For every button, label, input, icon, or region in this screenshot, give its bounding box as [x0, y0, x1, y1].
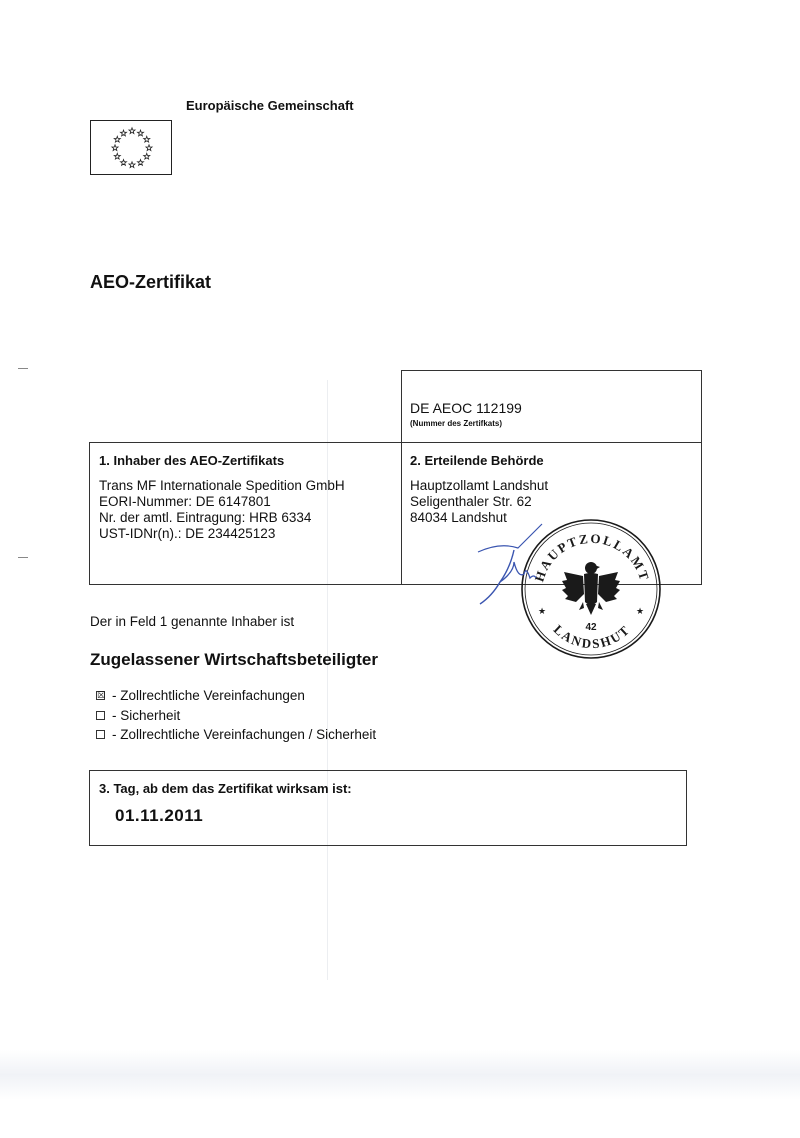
vat-number: UST-IDNr(n).: DE 234425123 — [99, 526, 276, 541]
eu-star-icon — [114, 136, 120, 142]
eu-star-icon — [120, 160, 126, 166]
community-heading: Europäische Gemeinschaft — [186, 98, 354, 113]
seal-number: 42 — [585, 622, 597, 633]
option-label: - Zollrechtliche Vereinfachungen — [112, 688, 305, 703]
document-title: AEO-Zertifikat — [90, 272, 212, 292]
checked-box-icon: ☒ — [97, 690, 106, 700]
star-icon: ★ — [538, 606, 547, 616]
eu-star-icon — [146, 145, 152, 151]
option-label: - Sicherheit — [112, 708, 181, 723]
option-customs-simplifications — [96, 688, 305, 703]
option-security — [96, 708, 180, 723]
effective-date: 01.11.2011 — [115, 806, 204, 825]
status-title: Zugelassener Wirtschaftsbeteiligter — [90, 650, 378, 669]
eori-number: EORI-Nummer: DE 6147801 — [99, 494, 271, 509]
authority-street: Seligenthaler Str. 62 — [410, 494, 532, 509]
punch-mark — [18, 368, 28, 369]
authority-city: 84034 Landshut — [410, 510, 507, 525]
seal-text-top: HAUPTZOLLAMT — [531, 530, 653, 584]
seal-text-bottom: LANDSHUT — [550, 621, 634, 652]
certificate-number: DE AEOC 112199 — [410, 400, 522, 416]
eu-star-icon — [120, 130, 126, 136]
eu-star-icon — [144, 136, 150, 142]
option-simplifications-security — [96, 727, 376, 742]
certificate-number-caption: (Nummer des Zertifkats) — [410, 419, 503, 428]
star-icon: ★ — [636, 606, 645, 616]
field1-heading: 1. Inhaber des AEO-Zertifikats — [99, 453, 285, 468]
holder-intro-line: Der in Feld 1 genannte Inhaber ist — [90, 614, 295, 629]
federal-eagle-seal-icon — [562, 562, 620, 615]
empty-box-icon — [96, 711, 105, 720]
holder-name: Trans MF Internationale Spedition GmbH — [99, 478, 345, 493]
eu-star-icon — [144, 153, 150, 159]
eu-star-icon — [137, 160, 143, 166]
option-label: - Zollrechtliche Vereinfachungen / Sicherheit — [112, 727, 377, 742]
eu-flag-icon — [90, 120, 172, 175]
signature — [470, 520, 560, 610]
registry-number: Nr. der amtl. Eintragung: HRB 6334 — [99, 510, 312, 525]
scan-shading — [0, 1050, 800, 1100]
eu-star-icon — [129, 162, 135, 168]
field2-heading: 2. Erteilende Behörde — [410, 453, 544, 468]
eu-star-icon — [137, 130, 143, 136]
punch-mark — [18, 557, 28, 558]
authority-name: Hauptzollamt Landshut — [410, 478, 549, 493]
empty-box-icon — [96, 730, 105, 739]
grid-divider — [401, 442, 402, 585]
eu-star-icon — [114, 153, 120, 159]
field3-heading: 3. Tag, ab dem das Zertifikat wirksam ist: — [99, 781, 352, 796]
eu-star-icon — [112, 145, 118, 151]
eu-star-icon — [129, 128, 135, 134]
